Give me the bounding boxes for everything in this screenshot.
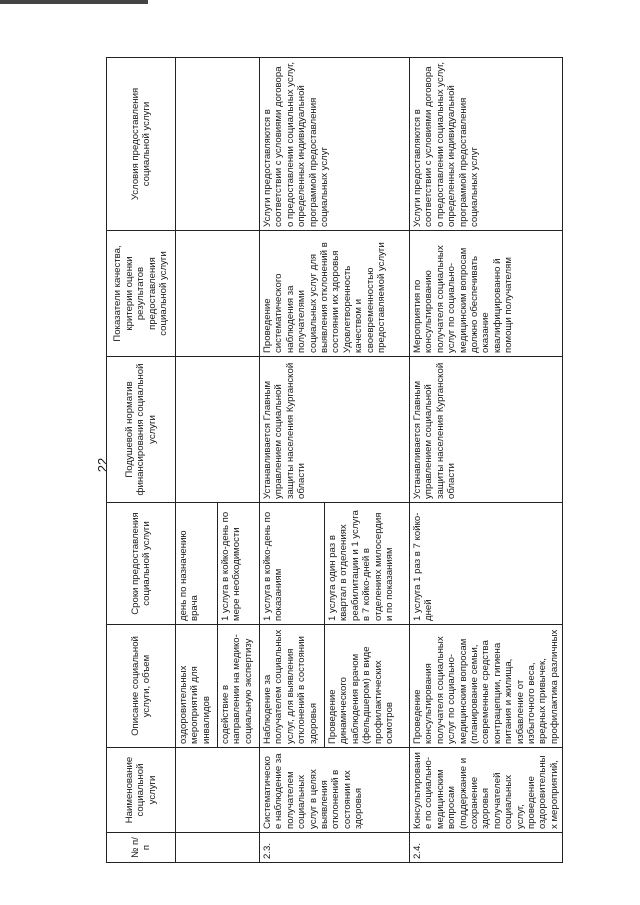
- table-row-continued: [176, 58, 260, 863]
- desc-part-1: оздоровительных мероприятий для инвалидов: [178, 665, 212, 744]
- cell-name: [176, 748, 260, 833]
- cell-name: Консультирование по социально-медицинским вопросам (поддержание и сохранение здоровья получателей социальных услуг, проведение оздоровительных мероприятий,: [410, 748, 563, 833]
- term-part-1: день по назначению врача: [178, 530, 201, 621]
- term-part-2: 1 услуга один раз в квартал в отделениях реабилитации и 1 услуга в 7 койко-дней в отделениях милосердия и по показаниям: [324, 503, 409, 624]
- page-number: 22: [95, 457, 110, 473]
- services-table: [106, 57, 563, 863]
- cell-term: [260, 503, 410, 625]
- cell-term: 1 услуга 1 раз в 7 койко-дней: [410, 503, 563, 625]
- cell-num: 2.4.: [410, 833, 563, 863]
- cell-num: 2.3.: [260, 833, 410, 863]
- table-row-2-3: [260, 58, 410, 863]
- cell-desc: [260, 625, 410, 748]
- desc-part-2: содействие в направлении на медико-социальную экспертизу: [217, 625, 259, 747]
- term-part-1: 1 услуга в койко-день по показаниям: [262, 511, 285, 621]
- desc-part-2: Проведение динамического наблюдения врачом (фельдшером) в виде профилактических осмотров: [324, 625, 409, 747]
- cell-conditions: Услуги предоставляются в соответствии с условиями договора о предоставлении социальных услуг, определенных индивидуальной программой предоставления социальных услуг: [410, 58, 563, 231]
- cell-norm: Устанавливается Главным управлением социальной защиты населения Курганской области: [410, 357, 563, 503]
- cell-quality: Проведение систематического наблюдения за получателями социальных услуг для выявления отклонений в состоянии их здоровья Удовлетворенность качеством и своевременностью предоставляемой услуги: [260, 231, 410, 357]
- cell-term: [176, 503, 260, 625]
- header-row: [107, 58, 176, 863]
- rotated-page: [106, 43, 626, 863]
- cell-quality: Мероприятия по консультированию получателя социальных услуг по социально-медицинским вопросам должно обеспечивать оказание квалифицированно й помощи получателям: [410, 231, 563, 357]
- desc-part-1: Наблюдение за получателем социальных услуг, для выявления отклонений в состоянии здоровья: [262, 629, 319, 744]
- header-num: № п/п: [107, 833, 176, 863]
- cell-norm: Устанавливается Главным управлением социальной защиты населения Курганской области: [260, 357, 410, 503]
- header-name: Наименование социальной услуги: [107, 748, 176, 833]
- cell-desc: Проведение консультирования получателя социальных услуг по социально-медицинским вопросам (планирование семьи, современные средства контрацепции, гигиена питания и жилища, избавление от избыточного веса, вредных привычек, профилактика различных: [410, 625, 563, 748]
- header-quality: Показатели качества, критерии оценки результатов предоставления социальной услуги: [107, 231, 176, 357]
- cell-num: [176, 833, 260, 863]
- cell-name: Систематическое наблюдение за получателем социальных услуг в целях выявления отклонений в состоянии их здоровья: [260, 748, 410, 833]
- cell-conditions: Услуги предоставляются в соответствии с условиями договора о предоставлении социальных услуг, определенных индивидуальной программой предоставления социальных услуг: [260, 58, 410, 231]
- cell-quality: [176, 231, 260, 357]
- header-conditions: Условия предоставления социальной услуги: [107, 58, 176, 231]
- top-rule: [0, 0, 148, 4]
- header-desc: Описание социальной услуги, объем: [107, 625, 176, 748]
- header-term: Сроки предоставления социальной услуги: [107, 503, 176, 625]
- cell-norm: [176, 357, 260, 503]
- header-norm: Подушевой норматив финансирования социальной услуги: [107, 357, 176, 503]
- term-part-2: 1 услуга в койко-день по мере необходимости: [217, 503, 259, 624]
- cell-conditions: [176, 58, 260, 231]
- cell-desc: [176, 625, 260, 748]
- table-row-2-4: [410, 58, 563, 863]
